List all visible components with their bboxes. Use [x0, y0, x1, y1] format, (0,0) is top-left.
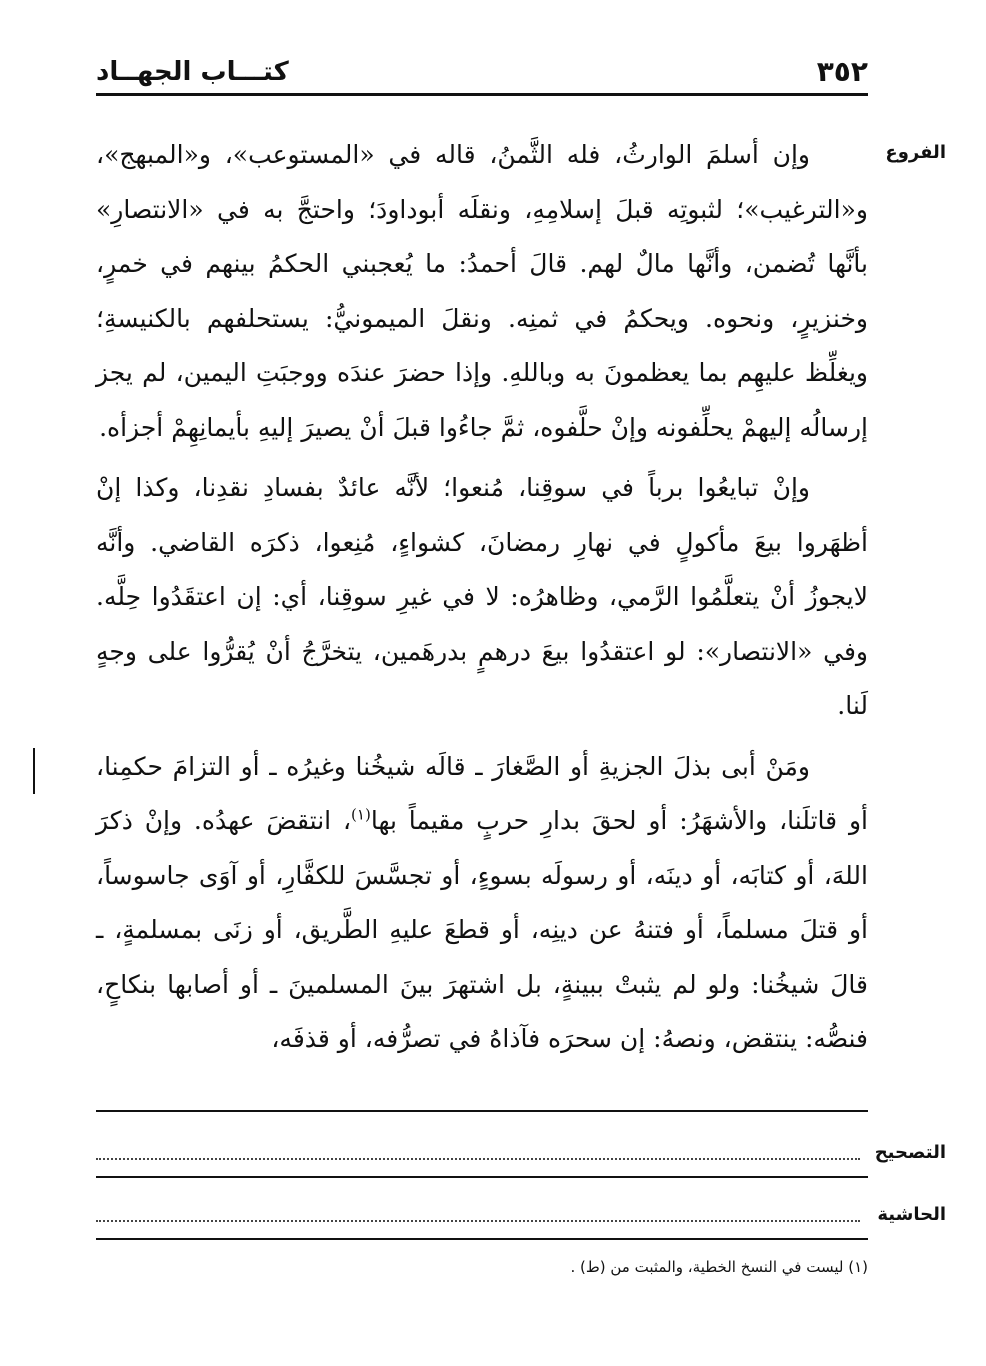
text-bottom-rule [96, 1110, 868, 1112]
footnote-marker[interactable]: (١) [351, 805, 371, 824]
footnote-separator-rule [96, 1238, 868, 1240]
main-text [96, 128, 868, 1073]
paragraph-3-rest: ، انتقضَ عهدُه. وإنْ ذكرَ اللهَ، أو كتابَه، أو دينَه، أو رسولَه بسوءٍ، أو تجسَّسَ للكفَّارِ، أو آوَى جاسوساً، أو قتلَ مسلماً، أو فتنهُ عن دينِه، أو قطعَ عليهِ الطَّريق، أو زنَى بمسلمةٍ، ـ قالَ شيخُنا: ولو لم يثبتْ ببينةٍ، بل اشتهرَ بينَ المسلمينَ ـ أو أصابها بنكاحٍ، فنصُّه: ينتقض، ونصهُ: إن سحرَه فآذاهُ في تصرُّفه، أو قذفَه، [96, 806, 868, 1053]
running-title: كتـــاب الجهــاد [96, 57, 289, 87]
paragraph-3 [96, 740, 868, 1067]
correction-dotted-line [96, 1158, 860, 1160]
side-label: الفروع [885, 142, 946, 163]
margin-mark [33, 748, 35, 794]
paragraph-1: وإن أسلمَ الوارثُ، فله الثَّمنُ، قاله في «المستوعب»، و«المبهج»، و«الترغيب»؛ لثبوتِه قبلَ إسلامِهِ، ونقلَه أبوداودَ؛ واحتجَّ به في «الانتصارِ» بأنَّها تُضمن، وأنَّها مالٌ لهم. قالَ أحمدُ: ما يُعجبني الحكمُ بينهم في خمرٍ، وخنزيرٍ، ونحوه. ويحكمُ في ثمنِه. ونقلَ الميمونيُّ: يستحلفهم بالكنيسةِ؛ ويغلِّظ عليهِم بما يعظمونَ به وباللهِ. وإذا حضرَ عندَه ووجبَتِ اليمين، لم يجز إرسالُه إليهمْ يحلِّفونه وإنْ حلَّفوه، ثمَّ جاءُوا قبلَ أنْ يصيرَ إليهِ بأيمانِهِمْ أجزأه. [96, 140, 868, 442]
footnote: (١) ليست في النسخ الخطية، والمثبت من (ط) . [570, 1258, 868, 1276]
margin-notes-dotted-line [96, 1220, 860, 1222]
field-separator-rule [96, 1176, 868, 1178]
correction-row [96, 1138, 946, 1168]
margin-notes-label: الحاشية [877, 1204, 946, 1225]
paragraph-3-start: ومَنْ أبى بذلَ الجزيةِ أو الصَّغارَ ـ قالَه شيخُنا وغيرُه ـ أو التزامَ حكمِنا، أو قاتلَنا، والأشهَرُ: أو لحقَ بدارِ حربٍ مقيماً بها [96, 751, 868, 835]
correction-label: التصحيح [874, 1142, 946, 1163]
paragraph-2: وإنْ تبايعُوا برباً في سوقِنا، مُنعوا؛ لأنَّه عائدٌ بفسادِ نقدِنا، وكذا إنْ أظهَروا بيعَ مأكولٍ في نهارِ رمضانَ، كشواءٍ، مُنِعوا، ذكرَه القاضي. وأنَّه لايجوزُ أنْ يتعلَّمُوا الرَّمي، وظاهرُه: لا في غيرِ سوقِنا، أي: إن اعتقَدُوا حِلَّه. وفي «الانتصار»: لو اعتقدُوا بيعَ درهمٍ بدرهَمين، يتخرَّجُ أنْ يُقرُّوا على وجهٍ لَنا. [96, 473, 868, 720]
header-rule [96, 93, 868, 96]
page-number: ٣٥٢ [816, 55, 868, 88]
margin-notes-row [96, 1200, 946, 1230]
page-header [96, 52, 868, 92]
